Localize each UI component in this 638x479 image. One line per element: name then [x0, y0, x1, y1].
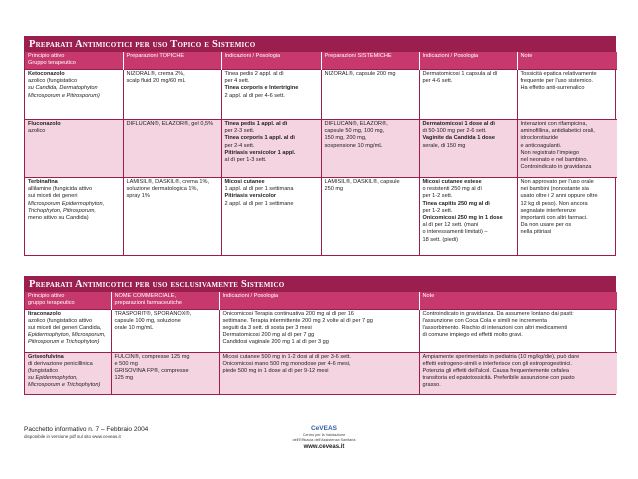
cell-drug: Griseofulvina di derivazione penicillinica (fungistatico su Epidermophyton, Microsporum e Trichophyton): [25, 352, 111, 394]
cell-topical-dosage: Tinea pedis 1 appl. al dì per 2-3 sett. Tinea corporis 1 appl. al dì per 2-4 sett. Pitiriasis versicolor 1 appl. al dì per 1-3 sett.: [221, 120, 321, 178]
col-header: Principio attivo gruppo terapeutico: [25, 292, 111, 310]
cell-notes: Controindicato in gravidanza. Da assumere lontano dai pasti: l'assunzione con Coca Cola e simili ne incrementa l'assorbimento. Rischio di interazioni con altri medicamenti di comune impiego ed effetti molto gravi.: [419, 309, 617, 352]
cell-systemic-dosage: Micosi cutanee estese o resistenti 250 mg al dì per 1-2 sett. Tinea capitis 250 mg al dì per 1-2 sett. Onicomicosi 250 mg in 1 dose al dì per 12 sett. (mani o interessamenti limitati) – 18 sett. (piedi): [419, 178, 517, 255]
cell-drug: Terbinafina allilamine (fungicida attivo sui miceti dei generi Microsporum Epidermophyton, Trichophyton, Pitirosporum, meno attivo su Candida): [25, 178, 123, 255]
cell-prep: FULCIN®, compresse 125 mg e 500 mg GRISOVINA FP®, compresse 125 mg: [111, 352, 219, 394]
col-header: Preparazioni TOPICHE: [123, 52, 221, 70]
cell-topical-prep: DIFLUCAN®, ELAZOR®, gel 0,5%: [123, 120, 221, 178]
cell-dosage: Micosi cutanee 500 mg in 1-2 dosi al dì per 3-6 sett. Onicomicosi mano 500 mg monodose per 4-6 mesi, piede 500 mg in 1 dose al dì per 9-12 mesi: [219, 352, 419, 394]
cell-topical-prep: NIZORAL®, crema 2%, scalp fluid 20 mg/60 mL: [123, 70, 221, 120]
cell-drug: Itraconazolo azolico (fungistatico attivo sui miceti dei generi Candida, Epidermophyton, Microsporum, Pitirosporum e Trichophyton): [25, 309, 111, 352]
col-header: Indicazioni / Posologia: [221, 52, 321, 70]
table-systemic-only: [25, 292, 617, 395]
cell-systemic-prep: DIFLUCAN®, ELAZOR®, capsule 50 mg, 100 mg, 150 mg, 200 mg, sospensione 10 mg/mL: [321, 120, 419, 178]
table-row: [25, 352, 617, 394]
footer-url[interactable]: www.ceveas.it: [303, 444, 345, 450]
section-title: Preparati Antimicotici per uso Topico e Sistemico: [25, 37, 615, 52]
cell-topical-dosage: Micosi cutanee 1 appl. al dì per 1 settimana Pitiriasis versicolor 2 appl. al dì per 1 settimane: [221, 178, 321, 255]
col-header: NOME COMMERCIALE, preparazioni farmaceutiche: [111, 292, 219, 310]
footer-logo-block: [264, 425, 384, 451]
cell-systemic-prep: NIZORAL®, capsule 200 mg: [321, 70, 419, 120]
table-header-row: [25, 52, 617, 70]
ceveas-logo: CeVEAS: [310, 425, 337, 432]
cell-drug: Fluconazolo azolico: [25, 120, 123, 178]
cell-notes: Ampiamente sperimentato in pediatria (10 mg/kg/die), può dare effetti estrogeno-simili e interferisce con gli estroprogestinici. Potenzia gli effetti dell'alcol. Causa frequentemente cefalea transitoria ed epatotossicità. Preferibile assunzione con pasto grasso.: [419, 352, 617, 394]
table-row: [25, 309, 617, 352]
col-header: Indicazioni / Posologia: [219, 292, 419, 310]
col-header: Preparazioni SISTEMICHE: [321, 52, 419, 70]
col-header: Principio attivo Gruppo terapeutico: [25, 52, 123, 70]
footer-subtitle: disponibile in versione pdf sul sito www.ceveas.it: [24, 434, 121, 439]
cell-drug: Ketoconazolo azolico (fungistatico su Candida, Dermatophyton Microsporum e Pitirosporum): [25, 70, 123, 120]
cell-topical-dosage: Tinea pedis 2 appl. al dì per 4 sett. Tinea corporis e Intertrigine 2 appl. al dì per 4-6 sett.: [221, 70, 321, 120]
cell-systemic-dosage: Dermatomicosi 1 capsula al dì per 4-6 sett.: [419, 70, 517, 120]
cell-notes: Non approvato per l'uso orale nei bambini (nonostante sia usato oltre i 2 anni oppure oltre 12 kg di peso). Non ancora segnalate interferenze importanti con altri farmaci. Da non usare per os nella pitiriasi: [517, 178, 617, 255]
cell-systemic-prep: LAMISIL®, DASKIL®, capsule 250 mg: [321, 178, 419, 255]
table-row: [25, 120, 617, 178]
footer-title: Pacchetto informativo n. 7 – Febbraio 2004: [24, 426, 149, 433]
section-systemic-only: [24, 276, 616, 396]
col-header: Note: [517, 52, 617, 70]
col-header: Note: [419, 292, 617, 310]
cell-notes: Tossicità epatica relativamente frequente per l'uso sistemico. Ha effetto anti-surrenalico: [517, 70, 617, 120]
section-topical-systemic: [24, 36, 616, 256]
logo-subtitle-1: Centro per la Valutazione: [302, 433, 346, 437]
table-topical-systemic: [25, 52, 617, 255]
cell-notes: Interazioni con rifampicina, aminofillina, antidiabetici orali, idroclorotiazide e anticoagulanti. Non registrato l'impiego nel neonato e nel bambino. Controindicato in gravidanza: [517, 120, 617, 178]
table-row: [25, 70, 617, 120]
logo-subtitle-2: dell'Efficacia dell'Assistenza Sanitaria: [292, 438, 356, 442]
cell-systemic-dosage: Dermatomicosi 1 dose al dì di 50-100 mg per 2-6 sett. Vaginite da Candida 1 dose serale, di 150 mg: [419, 120, 517, 178]
section-title: Preparati Antimicotici per uso esclusivamente Sistemico: [25, 277, 615, 292]
table-row: [25, 178, 617, 255]
page-footer: [24, 425, 616, 455]
footer-left: [24, 425, 148, 440]
cell-prep: TRASPORIT®, SPORANOX®, capsule 100 mg, soluzione orale 10 mg/mL: [111, 309, 219, 352]
table-header-row: [25, 292, 617, 310]
col-header: Indicazioni / Posologia: [419, 52, 517, 70]
cell-topical-prep: LAMISIL®, DASKIL®, crema 1%, soluzione dermatologica 1%, spray 1%: [123, 178, 221, 255]
cell-dosage: Onicomicosi Terapia continuativa 200 mg al dì per 16 settimane. Terapia intermittente 200 mg 2 volte al dì per 7 gg seguiti da 3 sett. di sosta per 3 mesi Dermatomicosi 200 mg al dì per 7 gg Candidosi vaginale 200 mg 1 al dì per 3 gg: [219, 309, 419, 352]
document-page: [24, 36, 616, 404]
